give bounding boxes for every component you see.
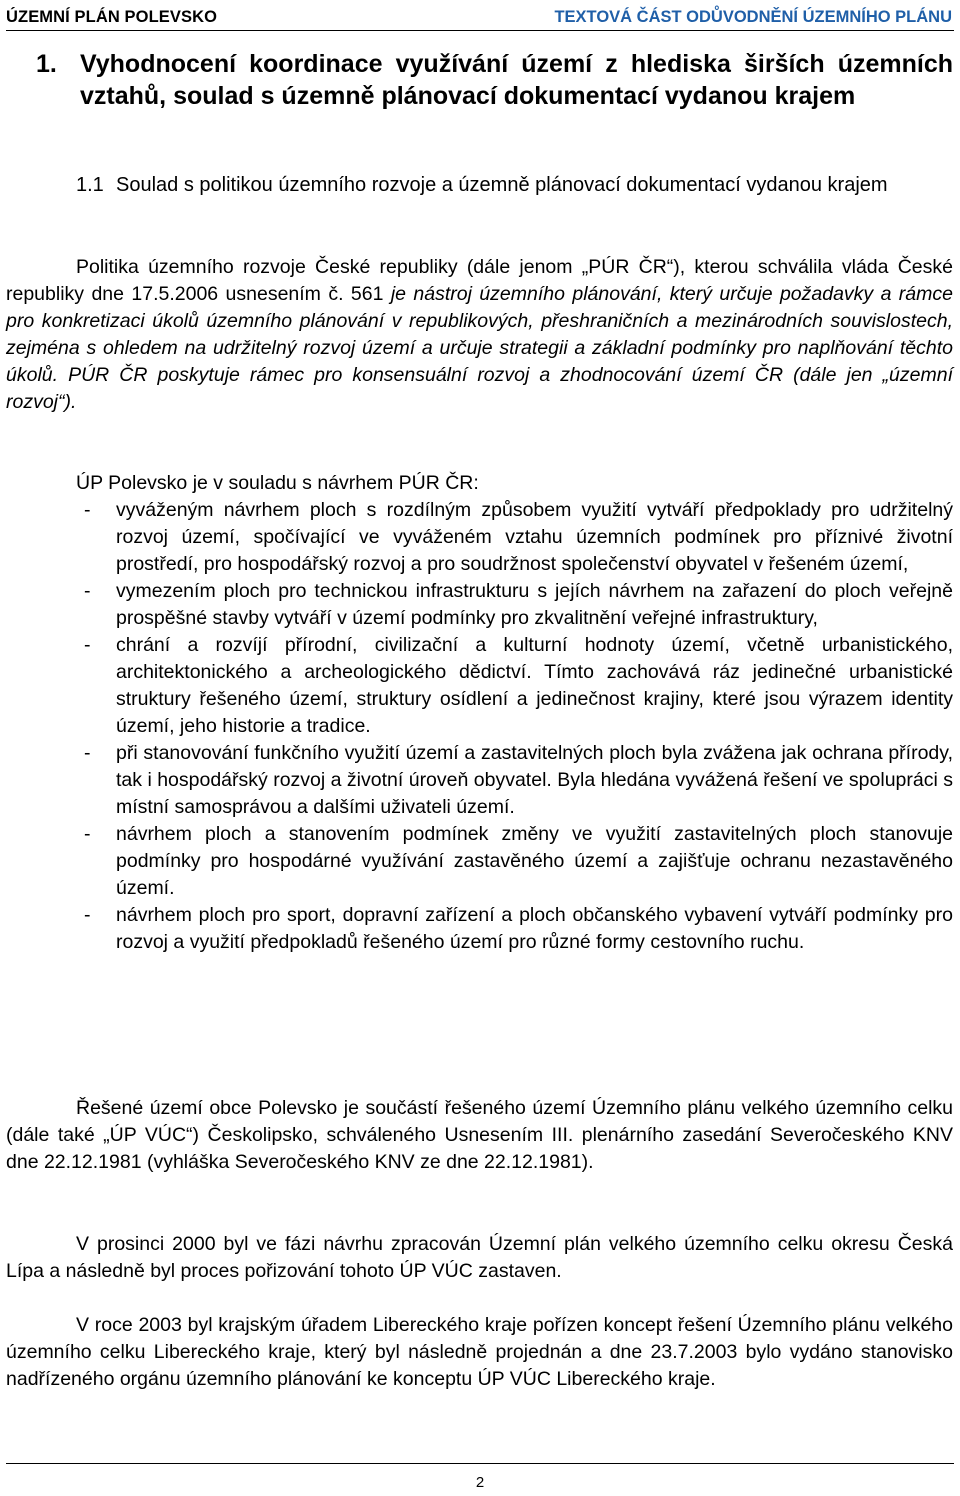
page-number: 2 — [475, 1474, 485, 1491]
list-item-text: vymezením ploch pro technickou infrastrukturu s jejích návrhem na zařazení do ploch veřejně prospěšné stavby vytváří v území podmínky pro zkvalitnění veřejné infrastruktury, — [116, 580, 953, 629]
list-item-text: návrhem ploch a stanovením podmínek změny ve využití zastavitelných ploch stanovuje podmínky pro hospodárné využívání zastavěného území a zajišťuje ochranu nezastavěného území. — [116, 823, 953, 899]
paragraph-2000-text: V prosinci 2000 byl ve fázi návrhu zpracován Územní plán velkého územního celku okresu Česká Lípa a následně byl proces pořizování tohoto ÚP VÚC zastaven. — [6, 1233, 953, 1282]
list-dash: - — [84, 580, 91, 602]
chapter-heading — [36, 48, 953, 112]
section-title: Soulad s politikou územního rozvoje a územně plánovací dokumentací vydanou krajem — [116, 174, 888, 196]
list-item — [6, 497, 953, 578]
list-item-text: návrhem ploch pro sport, dopravní zařízení a ploch občanského vybavení vytváří podmínky pro rozvoj a využití předpokladů řešeného území pro různé formy cestovního ruchu. — [116, 904, 953, 953]
list-item — [6, 821, 953, 902]
paragraph-2003 — [6, 1312, 953, 1393]
list-dash: - — [84, 499, 91, 521]
header-document-title: ÚZEMNÍ PLÁN POLEVSKO — [6, 8, 218, 26]
list-item-text: chrání a rozvíjí přírodní, civilizační a kulturní hodnoty území, včetně urbanistického, architektonického a archeologického dědictví. Tímto zachovává ráz jedinečné urbanistické struktury řešeného území, struktury osídlení a jedinečnost krajiny, které jsou výrazem identity území, jeho historie a tradice. — [116, 634, 953, 737]
list-item-text: vyváženým návrhem ploch s rozdílným způsobem využití vytváří předpoklady pro udržitelný rozvoj území, spočívající ve vyváženém vztahu územních podmínek pro příznivé životní prostředí, pro hospodářský rozvoj a pro soudržnost společenství obyvatel v řešeném území, — [116, 499, 953, 575]
page-header — [6, 6, 954, 31]
compliance-list — [6, 497, 953, 956]
compliance-intro-text: ÚP Polevsko je v souladu s návrhem PÚR ČR: — [76, 472, 479, 494]
paragraph-pur — [6, 254, 953, 416]
list-item — [6, 578, 953, 632]
list-dash: - — [84, 823, 91, 845]
list-item — [6, 902, 953, 956]
paragraph-pur-italic: je nástroj územního plánování, který určuje požadavky a rámce pro konkretizaci úkolů územního plánování v republikových, přeshraničních a mezinárodních souvislostech, zejména s ohledem na udržitelný rozvoj území a určuje strategii a základní podmínky pro naplňování těchto úkolů. PÚR ČR poskytuje rámec pro konsensuální rozvoj a zhodnocování území ČR (dále jen „územní rozvoj“). — [6, 283, 953, 413]
paragraph-pur-normal: Politika územního rozvoje České republiky (dále jenom „PÚR ČR“), kterou schválila vláda České republiky dne 17.5.2006 usnesením č. 561 — [6, 256, 953, 305]
paragraph-2000 — [6, 1231, 953, 1285]
paragraph-up-vuc — [6, 1095, 953, 1176]
section-heading — [76, 171, 953, 200]
list-item — [6, 740, 953, 821]
list-dash: - — [84, 634, 91, 656]
chapter-title: Vyhodnocení koordinace využívání území z hlediska širších územních vztahů, soulad s územně plánovací dokumentací vydanou krajem — [80, 50, 953, 110]
section-number: 1.1 — [76, 174, 104, 196]
chapter-number: 1. — [36, 50, 57, 78]
list-dash: - — [84, 904, 91, 926]
paragraph-2003-text: V roce 2003 byl krajským úřadem Libereckého kraje pořízen koncept řešení Územního plánu velkého územního celku Libereckého kraje, který byl následně projednán a dne 23.7.2003 bylo vydáno stanovisko nadřízeného orgánu územního plánování ke konceptu ÚP VÚC Libereckého kraje. — [6, 1314, 953, 1390]
list-item-text: při stanovování funkčního využití území a zastavitelných ploch byla zvážena jak ochrana přírody, tak i hospodářský rozvoj a životní úroveň obyvatel. Byla hledána vyvážená řešení ve spolupráci s místní samosprávou a dalšími uživateli území. — [116, 742, 953, 818]
list-dash: - — [84, 742, 91, 764]
paragraph-up-vuc-text: Řešené území obce Polevsko je součástí řešeného území Územního plánu velkého územního celku (dále také „ÚP VÚC“) Českolipsko, schváleného Usnesením III. plenárního zasedání Severočeského KNV dne 22.12.1981 (vyhláška Severočeského KNV ze dne 22.12.1981). — [6, 1097, 953, 1173]
header-section-title: TEXTOVÁ ČÁST ODŮVODNĚNÍ ÚZEMNÍHO PLÁNU — [554, 8, 952, 26]
footer-divider — [6, 1463, 954, 1464]
paragraph-compliance-intro — [6, 470, 953, 497]
list-item — [6, 632, 953, 740]
